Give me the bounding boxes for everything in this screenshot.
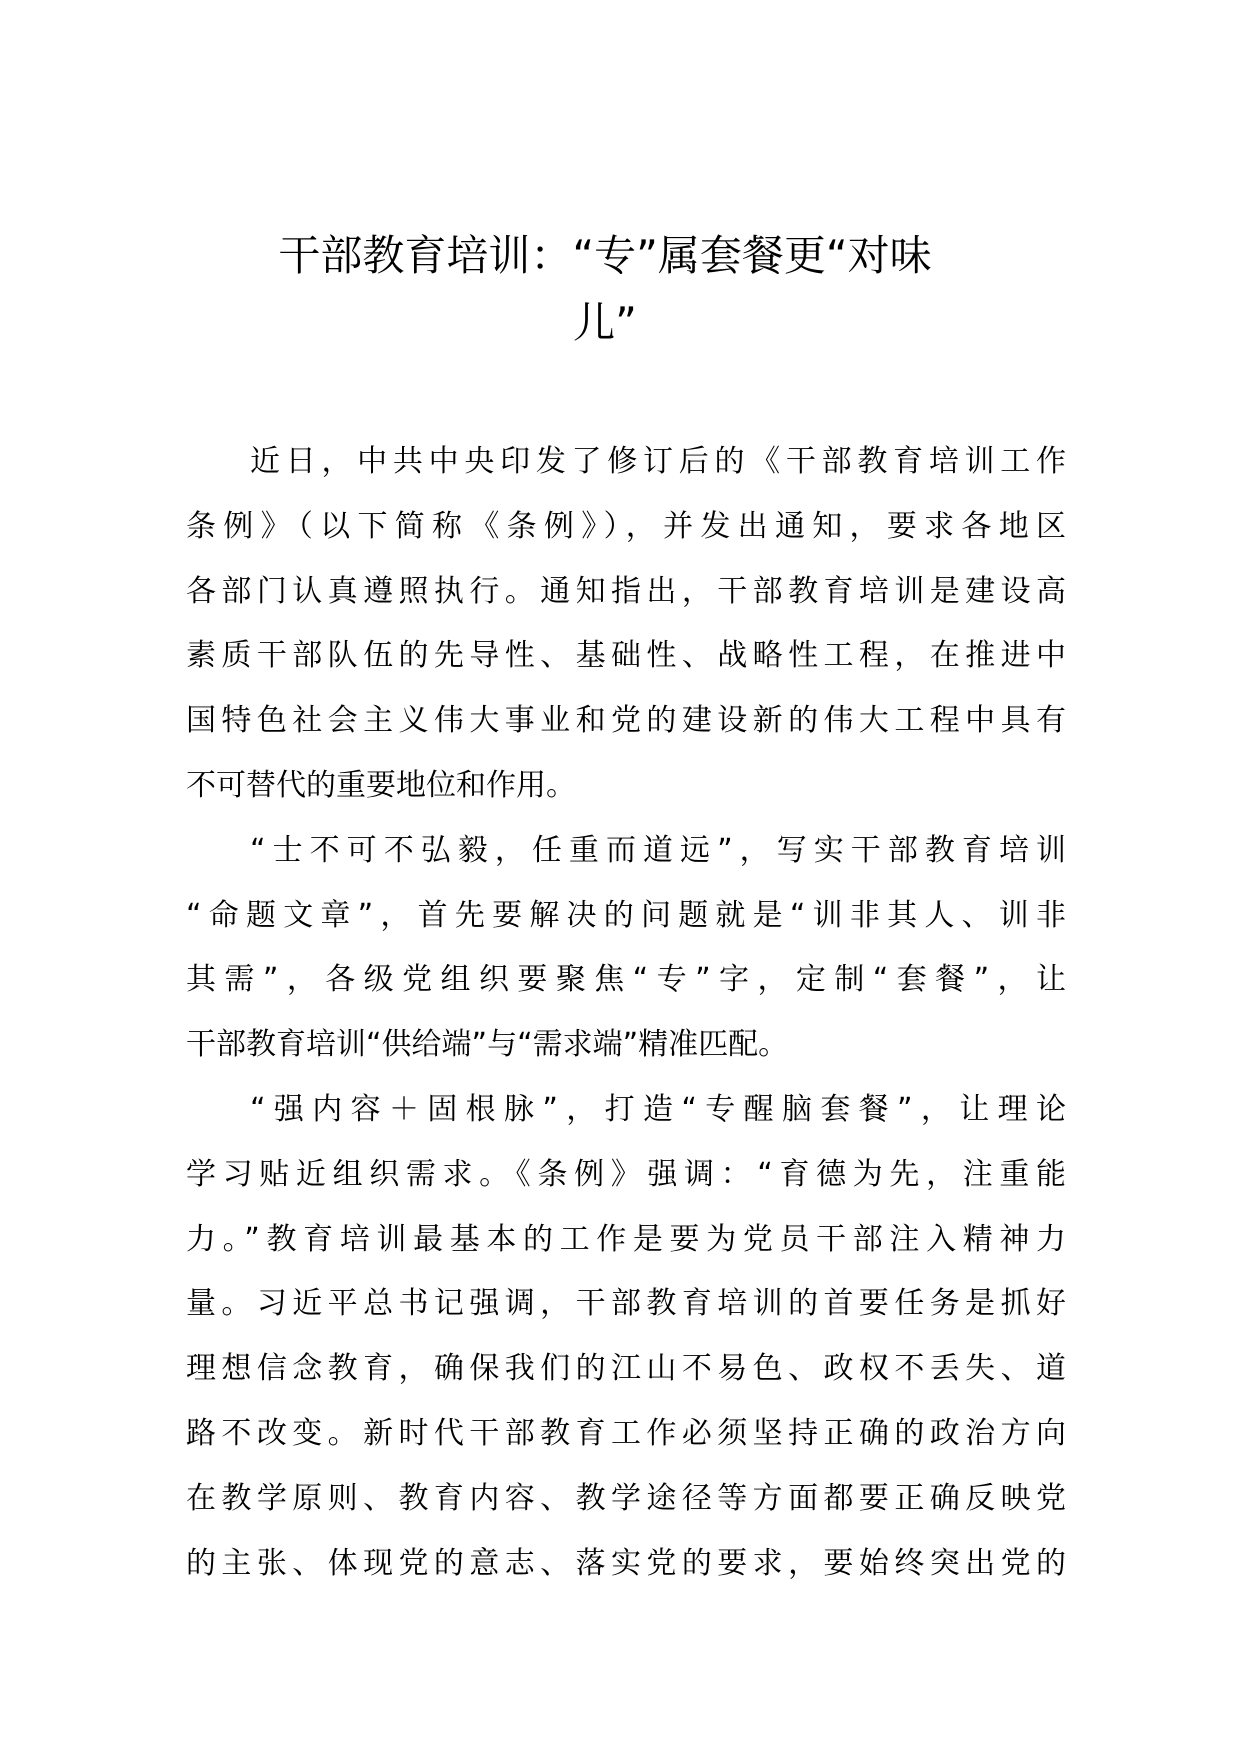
paragraph-1-line: 条例》（以下简称《条例》），并发出通知，要求各地区 xyxy=(186,508,1066,544)
paragraph-2-line: 其需”，各级党组织要聚焦“专”字，定制“套餐”，让 xyxy=(186,962,1066,998)
paragraph-1-line: 近日，中共中央印发了修订后的《干部教育培训工作 xyxy=(250,444,1066,479)
paragraph-2-line: “士不可不弘毅，任重而道远”，写实干部教育培训 xyxy=(250,832,1066,868)
paragraph-1-line: 各部门认真遵照执行。通知指出，干部教育培训是建设高 xyxy=(186,573,1066,609)
document-body xyxy=(186,430,1066,1596)
paragraph-1-line: 素质干部队伍的先导性、基础性、战略性工程，在推进中 xyxy=(186,638,1066,674)
paragraph-3-line: 力。”教育培训最基本的工作是要为党员干部注入精神力 xyxy=(186,1221,1066,1257)
title-line: 儿” xyxy=(573,298,637,347)
paragraph-3-line: 学习贴近组织需求。《条例》强调：“育德为先，注重能 xyxy=(186,1156,1066,1192)
paragraph-3-line: 路不改变。新时代干部教育工作必须坚持正确的政治方向 xyxy=(186,1415,1066,1451)
paragraph-1-line: 国特色社会主义伟大事业和党的建设新的伟大工程中具有 xyxy=(186,703,1066,739)
paragraph-3-line: 量。习近平总书记强调，干部教育培训的首要任务是抓好 xyxy=(186,1286,1066,1322)
paragraph-3-line: “强内容＋固根脉”，打造“专醒脑套餐”，让理论 xyxy=(250,1091,1066,1127)
paragraph-3-line: 的主张、体现党的意志、落实党的要求，要始终突出党的 xyxy=(186,1545,1066,1581)
paragraph-2-line: “命题文章”，首先要解决的问题就是“训非其人、训非 xyxy=(186,897,1066,933)
paragraph-2-line: 干部教育培训“供给端”与“需求端”精准匹配。 xyxy=(186,1027,789,1063)
paragraph-3-line: 在教学原则、教育内容、教学途径等方面都要正确反映党 xyxy=(186,1480,1066,1516)
paragraph-1-line: 不可替代的重要地位和作用。 xyxy=(186,767,576,803)
document-title xyxy=(150,222,1060,356)
title-line: 干部教育培训：“专”属套餐更“对味 xyxy=(278,231,932,280)
paragraph-3-line: 理想信念教育，确保我们的江山不易色、政权不丢失、道 xyxy=(186,1351,1066,1387)
